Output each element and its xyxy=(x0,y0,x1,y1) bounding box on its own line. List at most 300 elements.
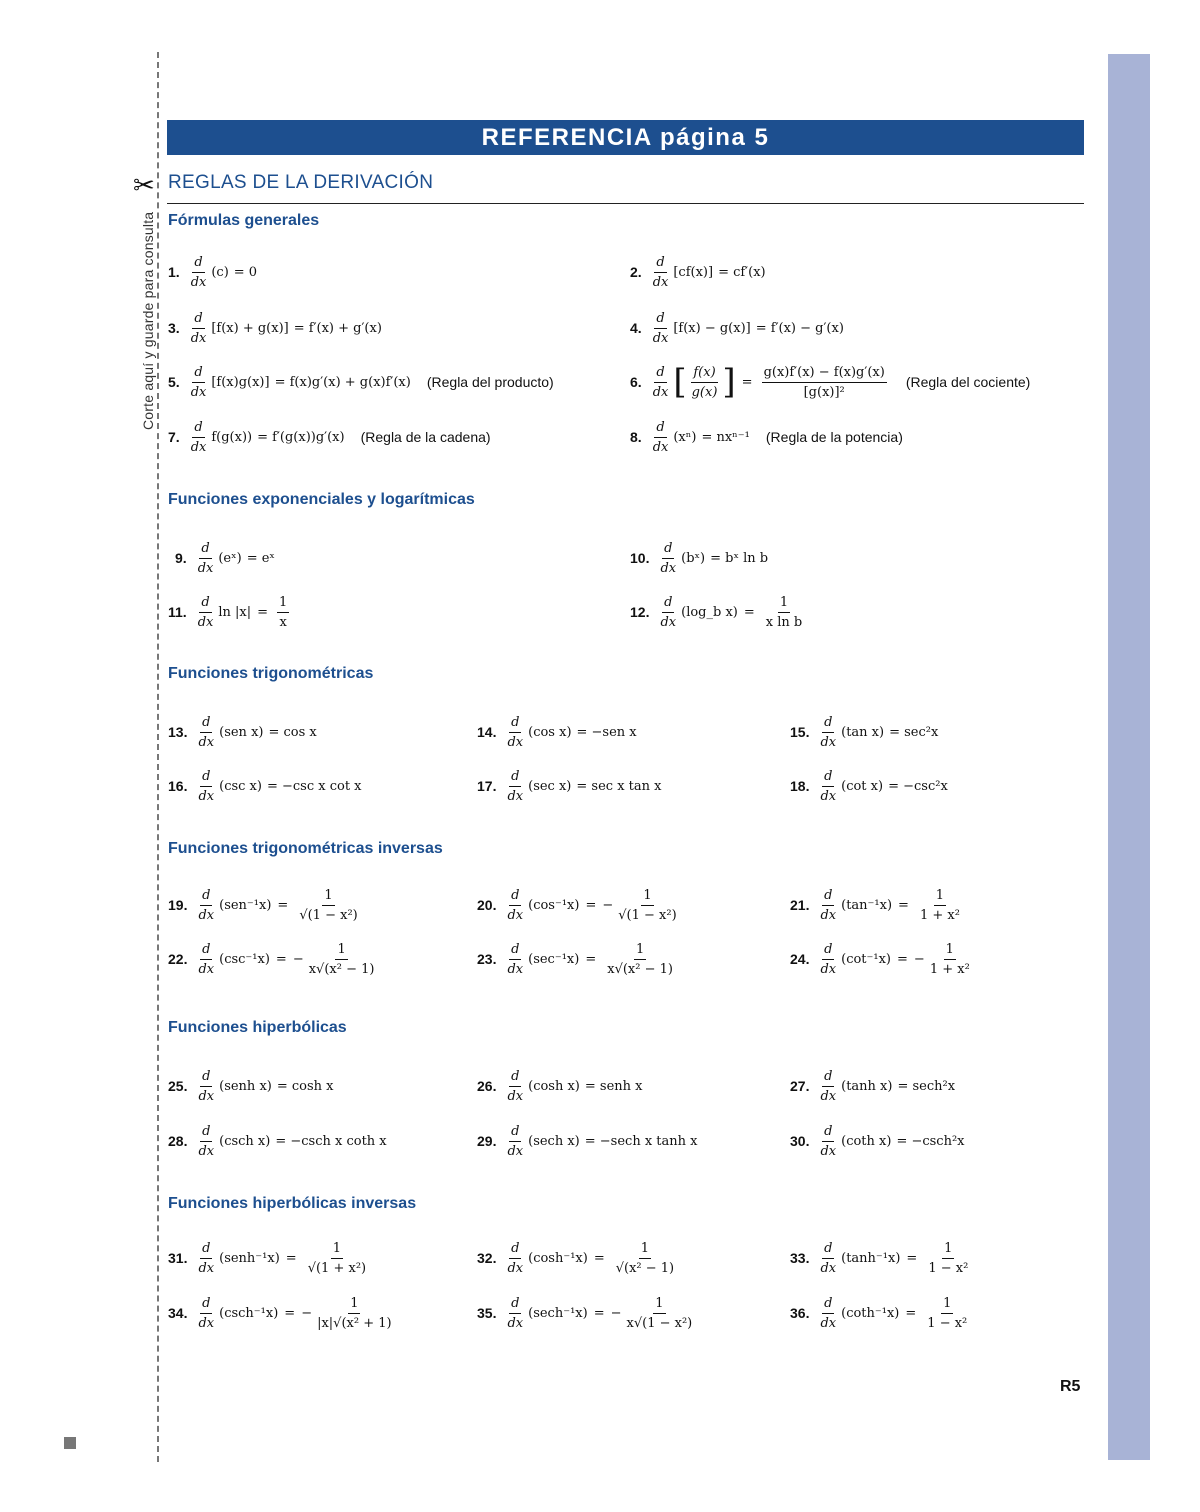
derivative-d: d xyxy=(192,309,204,329)
formula-number: 14. xyxy=(477,724,497,740)
derivative-d: d xyxy=(509,1239,521,1259)
derivative-operator xyxy=(189,418,209,457)
result-fraction xyxy=(926,1239,970,1278)
derivative-d: d xyxy=(200,713,212,733)
result-numerator: g(x)f′(x) − f(x)g′(x) xyxy=(762,363,887,383)
formula-30 xyxy=(790,1121,965,1161)
formula-12 xyxy=(630,592,807,632)
formula-result: = f′(g(x))g′(x) xyxy=(257,429,345,445)
derivative-operator xyxy=(818,767,838,806)
derivative-d: d xyxy=(192,253,204,273)
formula-argument: (tan x) xyxy=(841,724,885,740)
formula-6 xyxy=(630,362,1030,402)
result-fraction xyxy=(614,1239,676,1278)
result-numerator: 1 xyxy=(331,1239,343,1259)
derivative-operator xyxy=(818,1239,838,1278)
formula-33 xyxy=(790,1238,973,1278)
formula-argument: [f(x)g(x)] xyxy=(211,374,270,390)
section-title-inverse-hyperbolic: Funciones hiperbólicas inversas xyxy=(168,1195,417,1212)
side-tab xyxy=(1108,54,1150,1460)
equals-sign: = xyxy=(593,1305,605,1321)
derivative-dx: dx xyxy=(507,1315,524,1331)
formula-argument: (sech x) xyxy=(528,1133,580,1149)
derivative-d: d xyxy=(200,767,212,787)
formula-number: 33. xyxy=(790,1250,810,1266)
formula-argument: (sen⁻¹x) xyxy=(219,897,272,913)
formula-argument: (cot⁻¹x) xyxy=(841,951,892,967)
formula-2 xyxy=(630,252,766,292)
derivative-operator xyxy=(658,593,678,632)
result-denominator: √(1 + x²) xyxy=(307,1260,367,1276)
formula-28 xyxy=(168,1121,387,1161)
derivative-operator xyxy=(818,713,838,752)
derivative-d: d xyxy=(509,1067,521,1087)
derivative-operator xyxy=(505,940,525,979)
derivative-d: d xyxy=(200,1122,212,1142)
result-numerator: 1 xyxy=(944,940,956,960)
derivative-operator xyxy=(651,363,671,402)
result-numerator: 1 xyxy=(639,1239,651,1259)
formula-argument: f(g(x)) xyxy=(211,429,253,445)
scissors-icon: ✂ xyxy=(133,170,155,200)
derivative-dx: dx xyxy=(652,274,669,290)
derivative-operator xyxy=(189,253,209,292)
formula-result: = −csc²x xyxy=(888,778,948,794)
derivative-dx: dx xyxy=(197,614,214,630)
formula-result: = cos x xyxy=(268,724,317,740)
equals-sign: = xyxy=(285,1250,297,1266)
derivative-operator xyxy=(196,1067,216,1106)
derivative-operator xyxy=(196,1122,216,1161)
derivative-operator xyxy=(818,940,838,979)
result-fraction xyxy=(918,886,962,925)
formula-number: 7. xyxy=(168,429,180,445)
formula-number: 8. xyxy=(630,429,642,445)
derivative-d: d xyxy=(200,1294,212,1314)
formula-argument: (bˣ) xyxy=(681,550,706,566)
derivative-d: d xyxy=(192,418,204,438)
formula-14 xyxy=(477,712,637,752)
equals-sign: = xyxy=(897,951,908,967)
formula-result: = f(x)g′(x) + g(x)f′(x) xyxy=(274,374,411,390)
bracket-right: ] xyxy=(722,362,736,402)
derivative-dx: dx xyxy=(652,330,669,346)
derivative-d: d xyxy=(509,940,521,960)
formula-number: 30. xyxy=(790,1133,810,1149)
result-numerator: 1 xyxy=(934,886,946,906)
equals-sign: = xyxy=(257,604,269,620)
formula-result: = 0 xyxy=(233,264,258,280)
formula-number: 6. xyxy=(630,374,642,390)
formula-argument: (tanh⁻¹x) xyxy=(841,1250,901,1266)
heading-rule xyxy=(167,203,1084,204)
equals-sign: = xyxy=(593,1250,605,1266)
equals-sign: = xyxy=(277,897,289,913)
derivative-operator xyxy=(505,1294,525,1333)
formula-1 xyxy=(168,252,257,292)
formula-24 xyxy=(790,939,975,979)
derivative-d: d xyxy=(200,886,212,906)
derivative-dx: dx xyxy=(820,788,837,804)
formula-argument: (coth⁻¹x) xyxy=(841,1305,900,1321)
derivative-operator xyxy=(818,1294,838,1333)
formula-7 xyxy=(168,417,491,457)
derivative-d: d xyxy=(822,767,834,787)
result-numerator: 1 xyxy=(277,593,289,613)
derivative-dx: dx xyxy=(820,961,837,977)
formula-number: 1. xyxy=(168,264,180,280)
rule-note: (Regla de la cadena) xyxy=(360,429,491,445)
formula-result: = −sen x xyxy=(576,724,637,740)
formula-11 xyxy=(168,592,292,632)
section-title-exp-log: Funciones exponenciales y logarítmicas xyxy=(168,491,475,508)
derivative-dx: dx xyxy=(198,734,215,750)
derivative-dx: dx xyxy=(198,1088,215,1104)
page-banner: REFERENCIA página 5 xyxy=(167,120,1084,155)
formula-result: = −csc x cot x xyxy=(266,778,362,794)
formula-argument: ln |x| xyxy=(218,604,252,620)
derivative-operator xyxy=(189,363,209,402)
formula-36 xyxy=(790,1293,972,1333)
derivative-dx: dx xyxy=(190,274,207,290)
derivative-dx: dx xyxy=(820,1088,837,1104)
formula-21 xyxy=(790,885,965,925)
minus-sign: − xyxy=(602,897,614,913)
formula-argument: (sech⁻¹x) xyxy=(528,1305,588,1321)
derivative-operator xyxy=(196,886,216,925)
derivative-operator xyxy=(818,1122,838,1161)
result-numerator: 1 xyxy=(335,940,347,960)
result-numerator: 1 xyxy=(778,593,790,613)
formula-number: 31. xyxy=(168,1250,188,1266)
derivative-d: d xyxy=(199,593,211,613)
derivative-operator xyxy=(651,253,671,292)
derivative-dx: dx xyxy=(190,439,207,455)
result-denominator: x xyxy=(279,614,287,630)
result-denominator: |x|√(x² + 1) xyxy=(317,1315,392,1331)
formula-result: = nxⁿ⁻¹ xyxy=(701,429,750,445)
equals-sign: = xyxy=(905,1305,917,1321)
formula-number: 11. xyxy=(168,604,187,620)
formula-13 xyxy=(168,712,317,752)
derivative-dx: dx xyxy=(507,734,524,750)
equals-sign: = xyxy=(585,951,597,967)
derivative-operator xyxy=(196,1294,216,1333)
argument-numerator: f(x) xyxy=(691,363,717,383)
result-fraction xyxy=(307,940,377,979)
formula-number: 25. xyxy=(168,1078,188,1094)
formula-result: = senh x xyxy=(584,1078,643,1094)
formula-result: = cosh x xyxy=(276,1078,334,1094)
formula-31 xyxy=(168,1238,371,1278)
derivative-d: d xyxy=(199,539,211,559)
formula-number: 27. xyxy=(790,1078,810,1094)
equals-sign: = xyxy=(898,897,909,913)
formula-22 xyxy=(168,939,379,979)
main-heading: REGLAS DE LA DERIVACIÓN xyxy=(168,172,434,193)
formula-result: = cf′(x) xyxy=(718,264,766,280)
result-denominator: 1 − x² xyxy=(927,1315,968,1331)
formula-35 xyxy=(477,1293,697,1333)
derivative-d: d xyxy=(654,253,666,273)
argument-denominator: g(x) xyxy=(691,384,718,400)
formula-argument: (sen x) xyxy=(219,724,264,740)
derivative-operator xyxy=(196,940,216,979)
formula-number: 36. xyxy=(790,1305,810,1321)
derivative-operator xyxy=(658,539,678,578)
derivative-operator xyxy=(196,1239,216,1278)
result-denominator: x√(1 − x²) xyxy=(626,1315,693,1331)
formula-20 xyxy=(477,885,682,925)
section-title-trig: Funciones trigonométricas xyxy=(168,665,374,682)
formula-number: 17. xyxy=(477,778,497,794)
equals-sign: = xyxy=(585,897,597,913)
formula-argument: (coth x) xyxy=(841,1133,892,1149)
derivative-dx: dx xyxy=(652,439,669,455)
derivative-d: d xyxy=(662,539,674,559)
formula-argument: (cos x) xyxy=(528,724,572,740)
derivative-operator xyxy=(505,713,525,752)
derivative-d: d xyxy=(192,363,204,383)
result-numerator: 1 xyxy=(653,1294,665,1314)
rule-note: (Regla del producto) xyxy=(426,374,554,390)
derivative-d: d xyxy=(822,940,834,960)
result-fraction xyxy=(605,940,675,979)
derivative-dx: dx xyxy=(190,384,207,400)
formula-number: 3. xyxy=(168,320,180,336)
formula-number: 24. xyxy=(790,951,810,967)
cut-instruction: Corte aquí y guarde para consulta xyxy=(140,211,156,430)
derivative-operator xyxy=(651,418,671,457)
derivative-operator xyxy=(196,593,216,632)
derivative-dx: dx xyxy=(820,1143,837,1159)
page-number: R5 xyxy=(1060,1378,1081,1395)
result-numerator: 1 xyxy=(634,940,646,960)
derivative-d: d xyxy=(509,713,521,733)
argument-fraction xyxy=(690,363,720,402)
derivative-d: d xyxy=(509,886,521,906)
formula-number: 18. xyxy=(790,778,810,794)
result-denominator: x√(x² − 1) xyxy=(607,961,673,977)
derivative-dx: dx xyxy=(198,1143,215,1159)
formula-result: = −sech x tanh x xyxy=(584,1133,698,1149)
formula-3 xyxy=(168,308,382,348)
derivative-dx: dx xyxy=(507,1143,524,1159)
derivative-operator xyxy=(818,1067,838,1106)
derivative-operator xyxy=(505,886,525,925)
derivative-operator xyxy=(505,1067,525,1106)
formula-16 xyxy=(168,766,362,806)
result-denominator: 1 + x² xyxy=(929,961,970,977)
equals-sign: = xyxy=(275,951,287,967)
formula-argument: [f(x) − g(x)] xyxy=(673,320,751,336)
formula-32 xyxy=(477,1238,679,1278)
formula-23 xyxy=(477,939,678,979)
minus-sign: − xyxy=(292,951,304,967)
formula-result: = eˣ xyxy=(246,550,275,566)
formula-number: 9. xyxy=(175,550,187,566)
formula-number: 10. xyxy=(630,550,650,566)
derivative-d: d xyxy=(200,1067,212,1087)
formula-argument: (csc x) xyxy=(219,778,262,794)
formula-9 xyxy=(175,538,275,578)
section-title-hyperbolic: Funciones hiperbólicas xyxy=(168,1019,347,1036)
formula-argument: (csc⁻¹x) xyxy=(219,951,270,967)
result-fraction xyxy=(762,363,887,402)
formula-number: 13. xyxy=(168,724,188,740)
formula-argument: (senh⁻¹x) xyxy=(219,1250,280,1266)
formula-15 xyxy=(790,712,938,752)
derivative-dx: dx xyxy=(198,961,215,977)
derivative-operator xyxy=(196,539,216,578)
minus-sign: − xyxy=(610,1305,622,1321)
formula-argument: (tanh x) xyxy=(841,1078,893,1094)
derivative-dx: dx xyxy=(820,907,837,923)
result-fraction xyxy=(277,593,289,632)
derivative-operator xyxy=(505,1239,525,1278)
minus-sign: − xyxy=(301,1305,313,1321)
derivative-d: d xyxy=(822,1067,834,1087)
derivative-d: d xyxy=(822,886,834,906)
result-denominator: √(x² − 1) xyxy=(615,1260,675,1276)
derivative-dx: dx xyxy=(507,1088,524,1104)
formula-result: = sec x tan x xyxy=(576,778,662,794)
result-numerator: 1 xyxy=(641,886,653,906)
derivative-dx: dx xyxy=(820,1260,837,1276)
derivative-dx: dx xyxy=(820,1315,837,1331)
result-numerator: 1 xyxy=(322,886,334,906)
formula-number: 28. xyxy=(168,1133,188,1149)
formula-34 xyxy=(168,1293,397,1333)
formula-argument: (sec x) xyxy=(528,778,572,794)
section-title-inverse-trig: Funciones trigonométricas inversas xyxy=(168,840,443,857)
rule-note: (Regla de la potencia) xyxy=(765,429,903,445)
derivative-d: d xyxy=(654,418,666,438)
derivative-operator xyxy=(651,309,671,348)
derivative-d: d xyxy=(822,1239,834,1259)
result-fraction xyxy=(315,1294,394,1333)
derivative-dx: dx xyxy=(190,330,207,346)
formula-argument: (sec⁻¹x) xyxy=(528,951,580,967)
formula-27 xyxy=(790,1066,955,1106)
derivative-d: d xyxy=(509,767,521,787)
formula-result: = f′(x) + g′(x) xyxy=(293,320,382,336)
formula-argument: (senh x) xyxy=(219,1078,272,1094)
result-denominator: x√(x² − 1) xyxy=(308,961,375,977)
formula-number: 26. xyxy=(477,1078,497,1094)
formula-result: = sech²x xyxy=(897,1078,956,1094)
result-denominator: 1 − x² xyxy=(928,1260,969,1276)
formula-argument: (csch⁻¹x) xyxy=(219,1305,279,1321)
minus-sign: − xyxy=(913,951,925,967)
formula-17 xyxy=(477,766,661,806)
equals-sign: = xyxy=(906,1250,918,1266)
derivative-dx: dx xyxy=(198,907,215,923)
formula-number: 29. xyxy=(477,1133,497,1149)
formula-argument: [cf(x)] xyxy=(673,264,714,280)
derivative-dx: dx xyxy=(507,788,524,804)
result-denominator: √(1 − x²) xyxy=(618,907,677,923)
formula-number: 4. xyxy=(630,320,642,336)
formula-8 xyxy=(630,417,903,457)
result-numerator: 1 xyxy=(942,1239,954,1259)
derivative-operator xyxy=(196,767,216,806)
result-denominator: √(1 − x²) xyxy=(299,907,358,923)
derivative-dx: dx xyxy=(507,961,524,977)
formula-number: 22. xyxy=(168,951,188,967)
result-fraction xyxy=(625,1294,695,1333)
equals-sign: = xyxy=(284,1305,296,1321)
derivative-dx: dx xyxy=(507,907,524,923)
formula-number: 34. xyxy=(168,1305,188,1321)
derivative-dx: dx xyxy=(820,734,837,750)
derivative-dx: dx xyxy=(197,560,214,576)
derivative-operator xyxy=(818,886,838,925)
derivative-d: d xyxy=(509,1122,521,1142)
formula-argument: (cosh⁻¹x) xyxy=(528,1250,588,1266)
derivative-d: d xyxy=(509,1294,521,1314)
cut-line xyxy=(157,52,159,1462)
result-numerator: 1 xyxy=(941,1294,953,1314)
result-denominator: x ln b xyxy=(765,614,803,630)
result-fraction xyxy=(928,940,972,979)
rule-note: (Regla del cociente) xyxy=(905,374,1031,390)
formula-number: 16. xyxy=(168,778,188,794)
formula-argument: (eˣ) xyxy=(218,550,242,566)
formula-number: 5. xyxy=(168,374,180,390)
section-title-general: Fórmulas generales xyxy=(168,212,320,229)
result-fraction xyxy=(764,593,804,632)
equals-sign: = xyxy=(743,604,755,620)
formula-26 xyxy=(477,1066,643,1106)
derivative-d: d xyxy=(200,1239,212,1259)
formula-25 xyxy=(168,1066,333,1106)
formula-18 xyxy=(790,766,948,806)
formula-argument: (xⁿ) xyxy=(673,429,697,445)
bracket-left: [ xyxy=(673,362,687,402)
derivative-d: d xyxy=(822,713,834,733)
derivative-d: d xyxy=(822,1122,834,1142)
formula-result: = −csch x coth x xyxy=(275,1133,387,1149)
formula-number: 12. xyxy=(630,604,650,620)
formula-10 xyxy=(630,538,768,578)
derivative-operator xyxy=(189,309,209,348)
result-fraction xyxy=(925,1294,969,1333)
formula-argument: (log_b x) xyxy=(681,604,738,620)
derivative-d: d xyxy=(654,309,666,329)
derivative-operator xyxy=(505,1122,525,1161)
derivative-dx: dx xyxy=(507,1260,524,1276)
formula-argument: (tan⁻¹x) xyxy=(841,897,893,913)
formula-argument: (cot x) xyxy=(841,778,884,794)
formula-argument: (cos⁻¹x) xyxy=(528,897,580,913)
derivative-d: d xyxy=(822,1294,834,1314)
equals-sign: = xyxy=(741,374,753,390)
derivative-dx: dx xyxy=(198,1315,215,1331)
formula-number: 32. xyxy=(477,1250,497,1266)
formula-number: 19. xyxy=(168,897,188,913)
formula-result: = bˣ ln b xyxy=(710,550,769,566)
formula-29 xyxy=(477,1121,697,1161)
derivative-dx: dx xyxy=(660,560,677,576)
result-denominator: 1 + x² xyxy=(919,907,960,923)
formula-number: 21. xyxy=(790,897,810,913)
corner-mark xyxy=(64,1437,76,1449)
formula-result: = −csch²x xyxy=(896,1133,965,1149)
derivative-operator xyxy=(196,713,216,752)
formula-5 xyxy=(168,362,554,402)
derivative-dx: dx xyxy=(198,1260,215,1276)
